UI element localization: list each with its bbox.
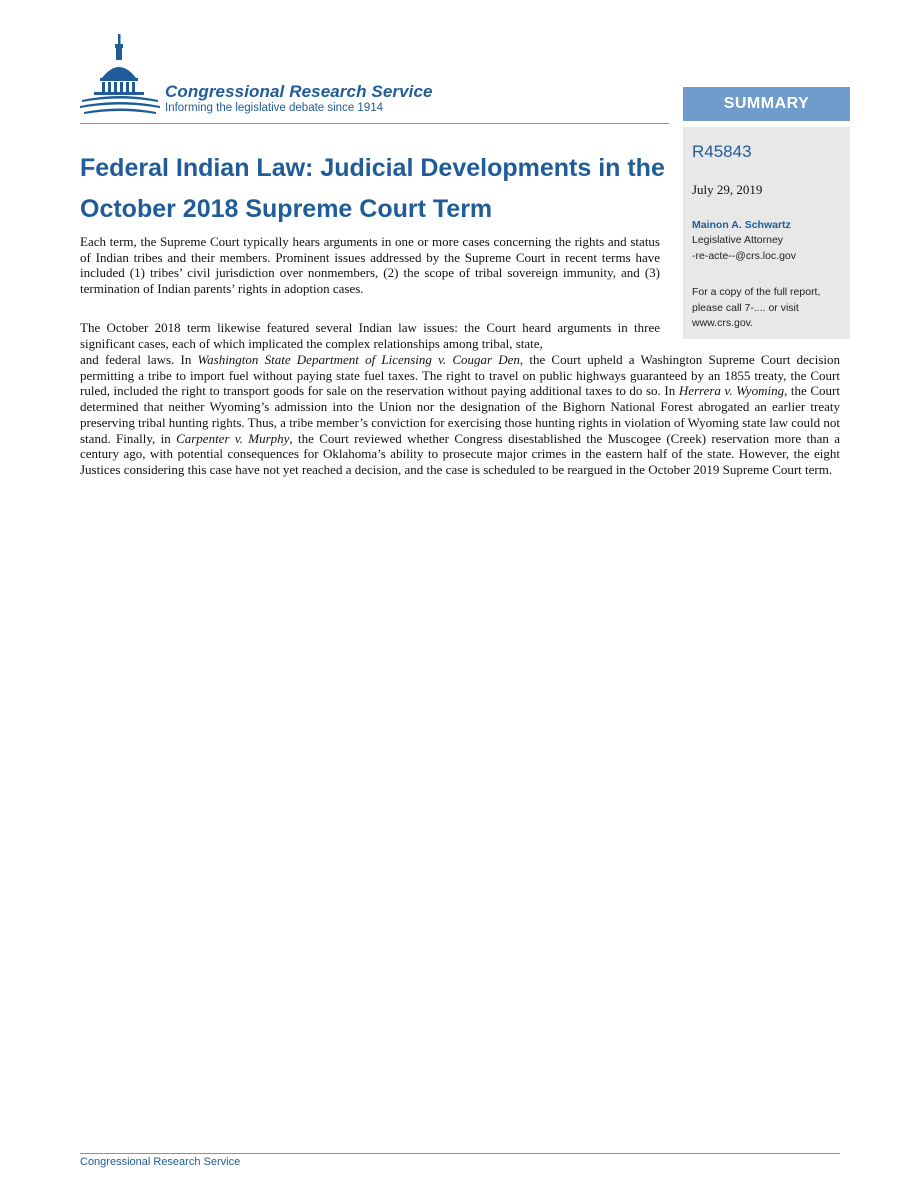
case-name-cougar-den: Washington State Department of Licensing v. Cougar Den (197, 352, 520, 367)
copy-note: For a copy of the full report, please call 7-.... or visit www.crs.gov. (692, 286, 821, 329)
org-tagline: Informing the legislative debate since 1914 (165, 102, 384, 114)
author-name: Mainon A. Schwartz (692, 219, 791, 231)
header-divider (80, 123, 669, 124)
case-name-carpenter: Carpenter v. Murphy (176, 430, 290, 446)
author-email[interactable]: -re-acte--@crs.loc.gov (692, 250, 797, 262)
summary-paragraph-2-cont (80, 352, 840, 478)
author-title: Legislative Attorney (692, 234, 784, 246)
case-name-herrera: Herrera v. Wyoming (678, 383, 785, 399)
footer-org-name: Congressional Research Service (80, 1156, 241, 1168)
org-name: Congressional Research Service (165, 82, 433, 101)
paragraph-text: and federal laws. In (80, 352, 198, 367)
paragraph-text: , the Court upheld a Washington Supreme Court decision permitting a tribe to import fuel without paying state fuel taxes. The right to travel on public highways guaranteed by an 1855 treaty, the Court ruled, included the right to transport goods for sale on the reservation without paying additional taxes to do so. In (80, 352, 840, 399)
capitol-dome-icon (80, 34, 160, 120)
report-number: R45843 (692, 142, 752, 161)
document-title: Federal Indian Law: Judicial Developments in the October 2018 Supreme Court Term (80, 154, 665, 223)
summary-paragraph-1: Each term, the Supreme Court typically hears arguments in one or more cases concerning the rights and status of Indian tribes and their members. Prominent issues addressed by the Supreme Court in recent terms have included (1) tribes’ civil jurisdiction over nonmembers, (2) the scope of tribal sovereign immunity, and (3) termination of Indian parents’ rights in adoption cases. (80, 234, 660, 297)
summary-tab: SUMMARY (683, 87, 850, 121)
paragraph-text: , the Court reviewed whether Congress disestablished the Muscogee (Creek) reservation more than a century ago, with potential consequences for Oklahoma’s ability to prosecute major crimes in the eastern half of the state. However, the eight Justices considering this case have not yet reached a decision, and the case is scheduled to be reargued in the October 2019 Supreme Court term. (80, 430, 841, 477)
summary-paragraph-2-start: The October 2018 term likewise featured several Indian law issues: the Court heard arguments in three significant cases, each of which implicated the complex relationships among tribal, state, (80, 320, 660, 351)
paragraph-text: , the Court determined that neither Wyoming’s admission into the Union nor the designation of the Bighorn National Forest abrogated an earlier treaty preserving tribal hunting rights. Thus, a tribe member’s conviction for exercising those hunting rights in violation of Wyoming state law could not stand. Finally, in (80, 383, 840, 446)
report-date: July 29, 2019 (692, 182, 763, 197)
footer-divider (80, 1153, 840, 1154)
